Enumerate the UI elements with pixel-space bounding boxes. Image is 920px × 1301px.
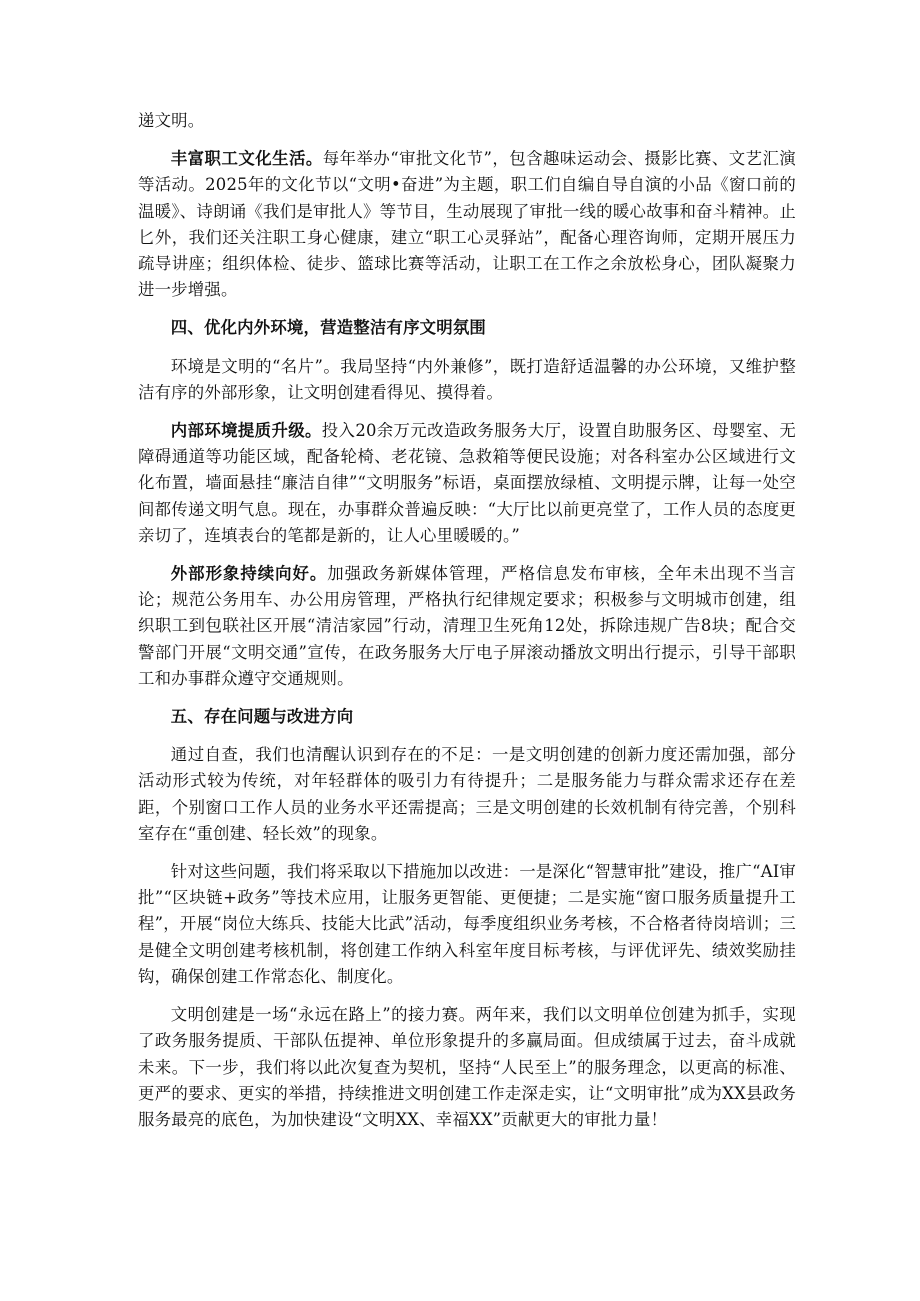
- paragraph-lead: 内部环境提质升级。: [170, 421, 322, 441]
- paragraph-external-image: [138, 561, 796, 692]
- paragraph-lead: 外部形象持续向好。: [170, 564, 328, 584]
- paragraph-body: 投入20余万元改造政务服务大厅，设置自助服务区、母婴室、无障碍通道等功能区域，配备轮椅、老花镜、急救箱等便民设施；对各科室办公区域进行文化布置，墙面悬挂“廉洁自律”“文明服务”标语，桌面摆放绿植、文明提示牌，让每一处空间都传递文明气息。现在，办事群众普遍反映：“大厅比以前更亮堂了，工作人员的态度更亲切了，连填表台的笔都是新的，让人心里暖暖的。”: [138, 421, 796, 545]
- paragraph-staff-culture: [138, 146, 796, 303]
- paragraph-measures: 针对这些问题，我们将采取以下措施加以改进：一是深化“智慧审批”建设，推广“AI审批”“区块链+政务”等技术应用，让服务更智能、更便捷；二是实施“窗口服务质量提升工程”，开展“岗位大练兵、技能大比武”活动，每季度组织业务考核，不合格者待岗培训；三是健全文明创建考核机制，将创建工作纳入科室年度目标考核，与评优评先、绩效奖励挂钩，确保创建工作常态化、制度化。: [138, 862, 796, 986]
- paragraph-internal-environment: [138, 418, 796, 549]
- document-page: [138, 108, 796, 1145]
- paragraph-environment-intro: 环境是文明的“名片”。我局坚持“内外兼修”，既打造舒适温馨的办公环境，又维护整洁有序的外部形象，让文明创建看得见、摸得着。: [138, 356, 796, 402]
- paragraph-body: 加强政务新媒体管理，严格信息发布审核，全年未出现不当言论；规范公务用车、办公用房管理，严格执行纪律规定要求；积极参与文明城市创建，组织职工到包联社区开展“清洁家园”行动，清理卫生死角12处，拆除违规广告8块；配合交警部门开展“文明交通”宣传，在政务服务大厅电子屏滚动播放文明出行提示，引导干部职工和办事群众遵守交通规则。: [138, 564, 796, 688]
- paragraph-lead: 丰富职工文化生活。: [170, 149, 323, 169]
- paragraph-conclusion: 文明创建是一场“永远在路上”的接力赛。两年来，我们以文明单位创建为抓手，实现了政务服务提质、干部队伍提神、单位形象提升的多赢局面。但成绩属于过去，奋斗成就未来。下一步，我们将以此次复查为契机，坚持“人民至上”的服务理念，以更高的标准、更严的要求、更实的举措，持续推进文明创建工作走深走实，让“文明审批”成为XX县政务服务最亮的底色，为加快建设“文明XX、幸福XX”贡献更大的审批力量！: [138, 1005, 796, 1129]
- section-heading-4: 四、优化内外环境，营造整洁有序文明氛围: [170, 318, 487, 338]
- paragraph-continuation: 递文明。: [138, 111, 205, 130]
- paragraph-problems: 通过自查，我们也清醒认识到存在的不足：一是文明创建的创新力度还需加强，部分活动形式较为传统，对年轻群体的吸引力有待提升；二是服务能力与群众需求还存在差距，个别窗口工作人员的业务水平还需提高；三是文明创建的长效机制有待完善，个别科室存在“重创建、轻长效”的现象。: [138, 745, 796, 843]
- section-heading-5: 五、存在问题与改进方向: [170, 707, 354, 727]
- paragraph-body: 每年举办“审批文化节”，包含趣味运动会、摄影比赛、文艺汇演等活动。2025年的文化节以“文明•奋进”为主题，职工们自编自导自演的小品《窗口前的温暖》、诗朗诵《我们是审批人》等节目，生动展现了审批一线的暖心故事和奋斗精神。止匕外，我们还关注职工身心健康，建立“职工心灵驿站”，配备心理咨询师，定期开展压力疏导讲座；组织体检、徒步、篮球比赛等活动，让职工在工作之余放松身心，团队凝聚力进一步增强。: [138, 149, 796, 300]
